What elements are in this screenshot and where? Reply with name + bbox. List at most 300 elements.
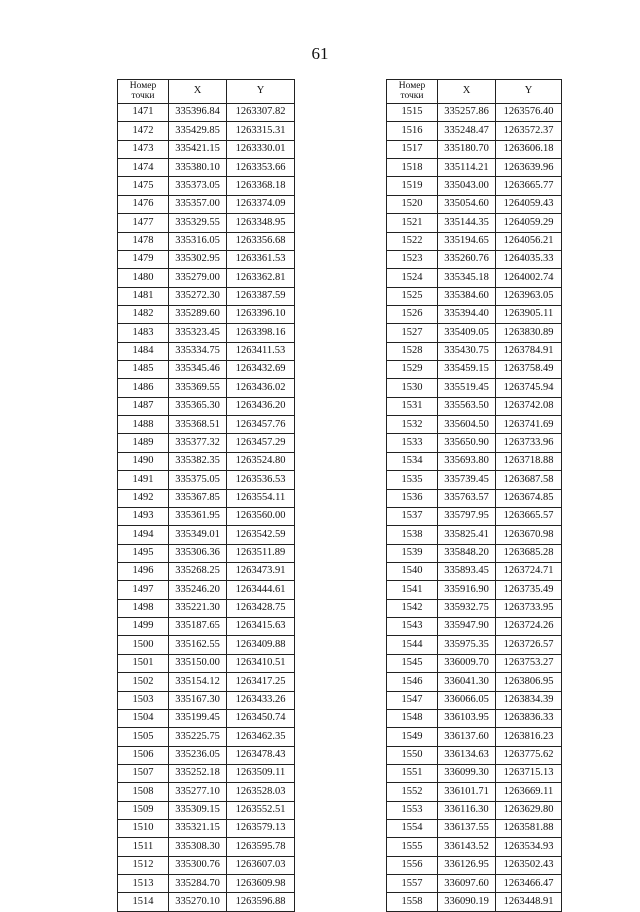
x-coordinate-cell: 335373.05 — [169, 177, 227, 195]
table-row — [118, 654, 295, 672]
y-header: Y — [227, 80, 295, 104]
table-row — [118, 893, 295, 911]
table-row — [118, 691, 295, 709]
point-number-cell: 1488 — [118, 416, 169, 434]
point-number-cell: 1557 — [387, 875, 438, 893]
table-row — [118, 636, 295, 654]
y-coordinate-cell: 1263724.71 — [496, 562, 562, 580]
y-coordinate-cell: 1263836.33 — [496, 709, 562, 727]
y-coordinate-cell: 1263436.02 — [227, 379, 295, 397]
y-coordinate-cell: 1263639.96 — [496, 159, 562, 177]
x-coordinate-cell: 335248.47 — [438, 122, 496, 140]
point-number-cell: 1516 — [387, 122, 438, 140]
table-row — [387, 801, 562, 819]
x-coordinate-cell: 335459.15 — [438, 361, 496, 379]
table-row — [118, 324, 295, 342]
y-coordinate-cell: 1263417.25 — [227, 673, 295, 691]
point-number-cell: 1503 — [118, 691, 169, 709]
y-coordinate-cell: 1263428.75 — [227, 599, 295, 617]
table-row — [118, 856, 295, 874]
y-coordinate-cell: 1263687.58 — [496, 471, 562, 489]
table-row — [118, 214, 295, 232]
y-coordinate-cell: 1263784.91 — [496, 342, 562, 360]
coordinates-table-right — [386, 79, 562, 912]
table-header-row — [118, 80, 295, 104]
y-coordinate-cell: 1263685.28 — [496, 544, 562, 562]
x-coordinate-cell: 335975.35 — [438, 636, 496, 654]
point-number-cell: 1514 — [118, 893, 169, 911]
point-number-cell: 1521 — [387, 214, 438, 232]
x-coordinate-cell: 335180.70 — [438, 140, 496, 158]
point-number-cell: 1479 — [118, 250, 169, 268]
point-number-cell: 1548 — [387, 709, 438, 727]
y-coordinate-cell: 1263374.09 — [227, 195, 295, 213]
x-coordinate-cell: 335321.15 — [169, 820, 227, 838]
point-number-cell: 1538 — [387, 526, 438, 544]
table-row — [387, 728, 562, 746]
point-number-cell: 1526 — [387, 305, 438, 323]
y-coordinate-cell: 1263552.51 — [227, 801, 295, 819]
table-row — [118, 232, 295, 250]
x-coordinate-cell: 336126.95 — [438, 856, 496, 874]
y-coordinate-cell: 1263410.51 — [227, 654, 295, 672]
table-row — [387, 764, 562, 782]
point-number-cell: 1522 — [387, 232, 438, 250]
point-number-cell: 1502 — [118, 673, 169, 691]
x-coordinate-cell: 336137.55 — [438, 820, 496, 838]
x-coordinate-cell: 335650.90 — [438, 434, 496, 452]
table-row — [118, 618, 295, 636]
y-coordinate-cell: 1263609.98 — [227, 875, 295, 893]
x-coordinate-cell: 335916.90 — [438, 581, 496, 599]
x-coordinate-cell: 335519.45 — [438, 379, 496, 397]
table-row — [387, 379, 562, 397]
table-row — [387, 471, 562, 489]
x-coordinate-cell: 335054.60 — [438, 195, 496, 213]
x-coordinate-cell: 335221.30 — [169, 599, 227, 617]
table-row — [118, 177, 295, 195]
point-number-cell: 1500 — [118, 636, 169, 654]
table-row — [118, 104, 295, 122]
table-row — [118, 195, 295, 213]
point-number-cell: 1541 — [387, 581, 438, 599]
y-coordinate-cell: 1263742.08 — [496, 397, 562, 415]
point-number-cell: 1519 — [387, 177, 438, 195]
y-coordinate-cell: 1263595.78 — [227, 838, 295, 856]
x-coordinate-cell: 336097.60 — [438, 875, 496, 893]
point-number-cell: 1550 — [387, 746, 438, 764]
point-number-cell: 1508 — [118, 783, 169, 801]
x-coordinate-cell: 335187.65 — [169, 618, 227, 636]
y-coordinate-cell: 1263457.76 — [227, 416, 295, 434]
point-number-cell: 1534 — [387, 452, 438, 470]
table-row — [387, 489, 562, 507]
y-coordinate-cell: 1263554.11 — [227, 489, 295, 507]
x-coordinate-cell: 336099.30 — [438, 764, 496, 782]
table-row — [387, 544, 562, 562]
table-row — [387, 673, 562, 691]
y-coordinate-cell: 1263462.35 — [227, 728, 295, 746]
table-row — [118, 489, 295, 507]
x-coordinate-cell: 335349.01 — [169, 526, 227, 544]
x-coordinate-cell: 335763.57 — [438, 489, 496, 507]
x-coordinate-cell: 335268.25 — [169, 562, 227, 580]
table-row — [387, 269, 562, 287]
point-number-cell: 1499 — [118, 618, 169, 636]
x-coordinate-cell: 335377.32 — [169, 434, 227, 452]
y-header: Y — [496, 80, 562, 104]
y-coordinate-cell: 1263432.69 — [227, 361, 295, 379]
point-number-cell: 1507 — [118, 764, 169, 782]
y-coordinate-cell: 1263775.62 — [496, 746, 562, 764]
y-coordinate-cell: 1264056.21 — [496, 232, 562, 250]
table-row — [387, 838, 562, 856]
x-coordinate-cell: 335308.30 — [169, 838, 227, 856]
point-number-cell: 1539 — [387, 544, 438, 562]
point-number-cell: 1486 — [118, 379, 169, 397]
x-coordinate-cell: 335236.05 — [169, 746, 227, 764]
y-coordinate-cell: 1263665.57 — [496, 507, 562, 525]
y-coordinate-cell: 1263576.40 — [496, 104, 562, 122]
point-number-cell: 1512 — [118, 856, 169, 874]
point-number-cell: 1494 — [118, 526, 169, 544]
y-coordinate-cell: 1263450.74 — [227, 709, 295, 727]
table-row — [118, 452, 295, 470]
table-row — [387, 177, 562, 195]
table-row — [118, 434, 295, 452]
point-number-cell: 1490 — [118, 452, 169, 470]
x-coordinate-cell: 335429.85 — [169, 122, 227, 140]
table-row — [387, 250, 562, 268]
table-row — [387, 581, 562, 599]
y-coordinate-cell: 1263581.88 — [496, 820, 562, 838]
x-coordinate-cell: 335225.75 — [169, 728, 227, 746]
table-row — [118, 673, 295, 691]
point-number-cell: 1554 — [387, 820, 438, 838]
y-coordinate-cell: 1263834.39 — [496, 691, 562, 709]
y-coordinate-cell: 1263362.81 — [227, 269, 295, 287]
point-number-cell: 1520 — [387, 195, 438, 213]
y-coordinate-cell: 1263478.43 — [227, 746, 295, 764]
y-coordinate-cell: 1263735.49 — [496, 581, 562, 599]
y-coordinate-cell: 1263726.57 — [496, 636, 562, 654]
x-coordinate-cell: 336066.05 — [438, 691, 496, 709]
point-number-cell: 1495 — [118, 544, 169, 562]
x-coordinate-cell: 335279.00 — [169, 269, 227, 287]
point-number-cell: 1531 — [387, 397, 438, 415]
point-number-cell: 1546 — [387, 673, 438, 691]
table-row — [118, 397, 295, 415]
x-coordinate-cell: 335257.86 — [438, 104, 496, 122]
table-body-right — [387, 104, 562, 912]
x-coordinate-cell: 335345.18 — [438, 269, 496, 287]
point-number-cell: 1518 — [387, 159, 438, 177]
point-number-cell: 1530 — [387, 379, 438, 397]
x-coordinate-cell: 335150.00 — [169, 654, 227, 672]
x-coordinate-cell: 335369.55 — [169, 379, 227, 397]
point-number-header: Номер точки — [118, 80, 169, 104]
y-coordinate-cell: 1263473.91 — [227, 562, 295, 580]
table-row — [387, 195, 562, 213]
table-row — [387, 783, 562, 801]
y-coordinate-cell: 1263534.93 — [496, 838, 562, 856]
table-row — [387, 159, 562, 177]
y-coordinate-cell: 1264035.33 — [496, 250, 562, 268]
table-row — [118, 250, 295, 268]
table-row — [387, 434, 562, 452]
table-row — [387, 636, 562, 654]
x-coordinate-cell: 335194.65 — [438, 232, 496, 250]
x-coordinate-cell: 335309.15 — [169, 801, 227, 819]
x-coordinate-cell: 335739.45 — [438, 471, 496, 489]
y-coordinate-cell: 1263315.31 — [227, 122, 295, 140]
point-number-cell: 1556 — [387, 856, 438, 874]
y-coordinate-cell: 1264059.29 — [496, 214, 562, 232]
y-coordinate-cell: 1263741.69 — [496, 416, 562, 434]
y-coordinate-cell: 1263466.47 — [496, 875, 562, 893]
point-number-cell: 1555 — [387, 838, 438, 856]
table-row — [118, 379, 295, 397]
y-coordinate-cell: 1263348.95 — [227, 214, 295, 232]
x-coordinate-cell: 335272.30 — [169, 287, 227, 305]
table-row — [118, 709, 295, 727]
table-row — [387, 691, 562, 709]
x-coordinate-cell: 335246.20 — [169, 581, 227, 599]
table-row — [387, 599, 562, 617]
y-coordinate-cell: 1263830.89 — [496, 324, 562, 342]
y-coordinate-cell: 1263444.61 — [227, 581, 295, 599]
point-number-cell: 1524 — [387, 269, 438, 287]
x-coordinate-cell: 335893.45 — [438, 562, 496, 580]
x-coordinate-cell: 335394.40 — [438, 305, 496, 323]
point-number-cell: 1509 — [118, 801, 169, 819]
table-row — [118, 416, 295, 434]
table-row — [118, 526, 295, 544]
x-coordinate-cell: 335289.60 — [169, 305, 227, 323]
point-number-cell: 1513 — [118, 875, 169, 893]
y-coordinate-cell: 1263753.27 — [496, 654, 562, 672]
x-coordinate-cell: 335199.45 — [169, 709, 227, 727]
x-coordinate-cell: 335563.50 — [438, 397, 496, 415]
table-row — [118, 342, 295, 360]
table-row — [118, 544, 295, 562]
y-coordinate-cell: 1263579.13 — [227, 820, 295, 838]
point-number-cell: 1471 — [118, 104, 169, 122]
table-row — [387, 397, 562, 415]
table-row — [387, 342, 562, 360]
y-coordinate-cell: 1263398.16 — [227, 324, 295, 342]
y-coordinate-cell: 1263536.53 — [227, 471, 295, 489]
y-coordinate-cell: 1263572.37 — [496, 122, 562, 140]
table-row — [387, 893, 562, 911]
table-row — [387, 618, 562, 636]
x-coordinate-cell: 335277.10 — [169, 783, 227, 801]
table-row — [118, 599, 295, 617]
point-number-cell: 1525 — [387, 287, 438, 305]
point-number-cell: 1478 — [118, 232, 169, 250]
point-number-cell: 1517 — [387, 140, 438, 158]
x-coordinate-cell: 335365.30 — [169, 397, 227, 415]
x-coordinate-cell: 335167.30 — [169, 691, 227, 709]
x-coordinate-cell: 335300.76 — [169, 856, 227, 874]
y-coordinate-cell: 1263448.91 — [496, 893, 562, 911]
x-coordinate-cell: 336134.63 — [438, 746, 496, 764]
point-number-cell: 1492 — [118, 489, 169, 507]
point-number-cell: 1501 — [118, 654, 169, 672]
point-number-cell: 1542 — [387, 599, 438, 617]
y-coordinate-cell: 1263356.68 — [227, 232, 295, 250]
table-row — [387, 122, 562, 140]
x-coordinate-cell: 335316.05 — [169, 232, 227, 250]
x-coordinate-cell: 336090.19 — [438, 893, 496, 911]
point-number-cell: 1544 — [387, 636, 438, 654]
x-coordinate-cell: 335797.95 — [438, 507, 496, 525]
x-coordinate-cell: 335825.41 — [438, 526, 496, 544]
table-row — [387, 287, 562, 305]
point-number-cell: 1496 — [118, 562, 169, 580]
y-coordinate-cell: 1263745.94 — [496, 379, 562, 397]
point-number-cell: 1498 — [118, 599, 169, 617]
table-row — [118, 746, 295, 764]
y-coordinate-cell: 1264059.43 — [496, 195, 562, 213]
point-number-cell: 1482 — [118, 305, 169, 323]
y-coordinate-cell: 1264002.74 — [496, 269, 562, 287]
point-number-header: Номер точки — [387, 80, 438, 104]
y-coordinate-cell: 1263733.95 — [496, 599, 562, 617]
table-row — [118, 471, 295, 489]
x-coordinate-cell: 335302.95 — [169, 250, 227, 268]
y-coordinate-cell: 1263606.18 — [496, 140, 562, 158]
y-coordinate-cell: 1263670.98 — [496, 526, 562, 544]
point-number-cell: 1533 — [387, 434, 438, 452]
table-row — [387, 140, 562, 158]
point-number-cell: 1475 — [118, 177, 169, 195]
x-coordinate-cell: 336143.52 — [438, 838, 496, 856]
x-coordinate-cell: 335306.36 — [169, 544, 227, 562]
y-coordinate-cell: 1263511.89 — [227, 544, 295, 562]
x-coordinate-cell: 335947.90 — [438, 618, 496, 636]
x-coordinate-cell: 335284.70 — [169, 875, 227, 893]
x-coordinate-cell: 335421.15 — [169, 140, 227, 158]
point-number-cell: 1487 — [118, 397, 169, 415]
y-coordinate-cell: 1263674.85 — [496, 489, 562, 507]
x-coordinate-cell: 335693.80 — [438, 452, 496, 470]
y-coordinate-cell: 1263718.88 — [496, 452, 562, 470]
point-number-cell: 1549 — [387, 728, 438, 746]
y-coordinate-cell: 1263816.23 — [496, 728, 562, 746]
table-row — [387, 562, 562, 580]
table-row — [387, 746, 562, 764]
table-row — [387, 709, 562, 727]
table-row — [118, 783, 295, 801]
point-number-cell: 1515 — [387, 104, 438, 122]
x-coordinate-cell: 335375.05 — [169, 471, 227, 489]
point-number-cell: 1552 — [387, 783, 438, 801]
point-number-cell: 1493 — [118, 507, 169, 525]
table-row — [118, 507, 295, 525]
y-coordinate-cell: 1263387.59 — [227, 287, 295, 305]
x-coordinate-cell: 335043.00 — [438, 177, 496, 195]
point-number-cell: 1481 — [118, 287, 169, 305]
y-coordinate-cell: 1263542.59 — [227, 526, 295, 544]
page-number: 61 — [311, 44, 329, 63]
point-number-cell: 1474 — [118, 159, 169, 177]
table-row — [118, 562, 295, 580]
y-coordinate-cell: 1263724.26 — [496, 618, 562, 636]
x-coordinate-cell: 335367.85 — [169, 489, 227, 507]
point-number-cell: 1506 — [118, 746, 169, 764]
table-row — [118, 581, 295, 599]
x-coordinate-cell: 335154.12 — [169, 673, 227, 691]
y-coordinate-cell: 1263457.29 — [227, 434, 295, 452]
y-coordinate-cell: 1263607.03 — [227, 856, 295, 874]
y-coordinate-cell: 1263436.20 — [227, 397, 295, 415]
y-coordinate-cell: 1263502.43 — [496, 856, 562, 874]
x-coordinate-cell: 335334.75 — [169, 342, 227, 360]
x-coordinate-cell: 335430.75 — [438, 342, 496, 360]
x-coordinate-cell: 335368.51 — [169, 416, 227, 434]
point-number-cell: 1477 — [118, 214, 169, 232]
point-number-cell: 1485 — [118, 361, 169, 379]
y-coordinate-cell: 1263758.49 — [496, 361, 562, 379]
point-number-cell: 1529 — [387, 361, 438, 379]
point-number-cell: 1523 — [387, 250, 438, 268]
x-coordinate-cell: 336116.30 — [438, 801, 496, 819]
table-row — [387, 507, 562, 525]
y-coordinate-cell: 1263330.01 — [227, 140, 295, 158]
point-number-cell: 1505 — [118, 728, 169, 746]
point-number-cell: 1483 — [118, 324, 169, 342]
y-coordinate-cell: 1263715.13 — [496, 764, 562, 782]
x-coordinate-cell: 335396.84 — [169, 104, 227, 122]
x-header: X — [438, 80, 496, 104]
table-row — [118, 159, 295, 177]
table-row — [118, 728, 295, 746]
point-number-cell: 1489 — [118, 434, 169, 452]
y-coordinate-cell: 1263415.63 — [227, 618, 295, 636]
y-coordinate-cell: 1263665.77 — [496, 177, 562, 195]
table-row — [118, 820, 295, 838]
table-row — [387, 324, 562, 342]
point-number-cell: 1472 — [118, 122, 169, 140]
x-coordinate-cell: 335162.55 — [169, 636, 227, 654]
y-coordinate-cell: 1263411.53 — [227, 342, 295, 360]
y-coordinate-cell: 1263368.18 — [227, 177, 295, 195]
y-coordinate-cell: 1263409.88 — [227, 636, 295, 654]
table-row — [118, 361, 295, 379]
y-coordinate-cell: 1263806.95 — [496, 673, 562, 691]
y-coordinate-cell: 1263528.03 — [227, 783, 295, 801]
y-coordinate-cell: 1263669.11 — [496, 783, 562, 801]
x-coordinate-cell: 335323.45 — [169, 324, 227, 342]
point-number-cell: 1491 — [118, 471, 169, 489]
x-coordinate-cell: 335357.00 — [169, 195, 227, 213]
y-coordinate-cell: 1263596.88 — [227, 893, 295, 911]
x-coordinate-cell: 335361.95 — [169, 507, 227, 525]
point-number-cell: 1528 — [387, 342, 438, 360]
point-number-cell: 1527 — [387, 324, 438, 342]
table-row — [118, 764, 295, 782]
x-header: X — [169, 80, 227, 104]
table-row — [118, 801, 295, 819]
x-coordinate-cell: 335380.10 — [169, 159, 227, 177]
table-row — [387, 654, 562, 672]
x-coordinate-cell: 336041.30 — [438, 673, 496, 691]
x-coordinate-cell: 335384.60 — [438, 287, 496, 305]
point-number-cell: 1484 — [118, 342, 169, 360]
table-row — [387, 526, 562, 544]
table-row — [387, 452, 562, 470]
